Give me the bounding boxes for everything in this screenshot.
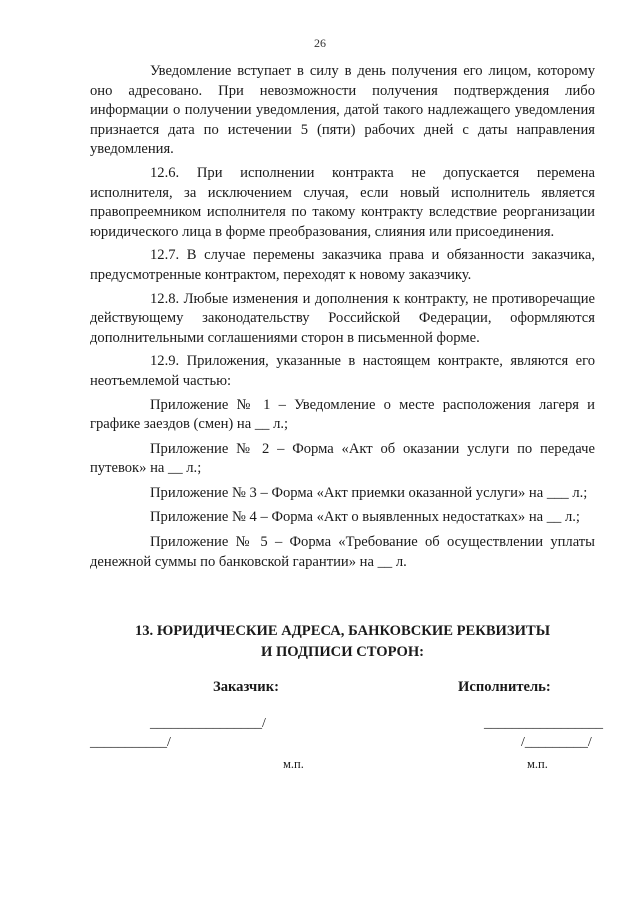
contractor-stamp-place: м.п. xyxy=(527,757,548,771)
customer-label: Заказчик: xyxy=(213,679,279,695)
appendix-2: Приложение № 2 – Форма «Акт об оказании услуги по передаче путевок» на __ л.; xyxy=(90,440,595,477)
customer-name-line: ___________/ xyxy=(90,735,171,750)
paragraph-12-7: 12.7. В случае перемены заказчика права и обязанности заказчика, предусмотренные контрактом, переходят к новому заказчику. xyxy=(90,247,595,283)
contractor-name-line: /_________/ xyxy=(521,735,592,750)
contractor-signature-line: _________________ xyxy=(484,716,603,731)
paragraph-12-6: 12.6. При исполнении контракта не допускается перемена исполнителя, за исключением случая, если новый исполнитель является правопреемником исполнителя по такому контракту вследствие реорганизации юридического лица в форме преобразования, слияния или присоединения. xyxy=(90,164,595,240)
customer-stamp-place: м.п. xyxy=(283,757,304,771)
paragraph-12-9: 12.9. Приложения, указанные в настоящем контракте, являются его неотъемлемой частью: xyxy=(90,353,595,389)
appendix-5: Приложение № 5 – Форма «Требование об осуществлении уплаты денежной суммы по банковской гарантии» на __ л. xyxy=(90,534,595,570)
appendix-3: Приложение № 3 – Форма «Акт приемки оказанной услуги» на ___ л.; xyxy=(150,484,588,501)
section-heading xyxy=(90,621,595,663)
paragraph-12-8: 12.8. Любые изменения и дополнения к контракту, не противоречащие действующему законодательству Российской Федерации, оформляются дополнительными соглашениями сторон в письменной форме. xyxy=(90,290,595,346)
page-number: 26 xyxy=(314,36,326,50)
paragraph-notice: Уведомление вступает в силу в день получения его лицом, которому оно адресовано. При невозможности получения подтверждения либо информации о получении уведомления, датой такого надлежащего уведомления признается дата по истечении 5 (пяти) рабочих дней с даты направления уведомления. xyxy=(90,63,595,158)
appendix-4: Приложение № 4 – Форма «Акт о выявленных недостатках» на __ л.; xyxy=(150,509,580,526)
customer-signature-line: ________________/ xyxy=(150,716,266,731)
section-heading-line2: И ПОДПИСИ СТОРОН: xyxy=(260,644,425,660)
contract-body xyxy=(90,62,595,572)
section-heading-line1: 13. ЮРИДИЧЕСКИЕ АДРЕСА, БАНКОВСКИЕ РЕКВИЗИТЫ xyxy=(134,623,551,639)
appendix-1: Приложение № 1 – Уведомление о месте расположения лагеря и графике заездов (смен) на __ л.; xyxy=(90,396,595,433)
contractor-label: Исполнитель: xyxy=(458,679,551,695)
